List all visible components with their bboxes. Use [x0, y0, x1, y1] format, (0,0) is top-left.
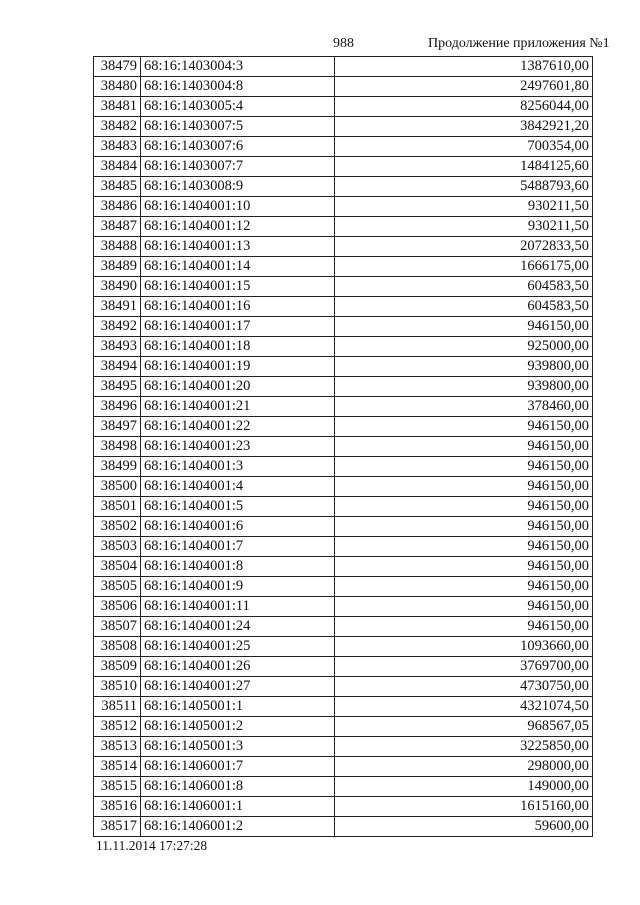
row-number-cell: 38505 [94, 577, 141, 597]
cadastral-number-cell: 68:16:1403008:9 [141, 177, 335, 197]
cadastral-value-cell: 604583,50 [335, 297, 593, 317]
cadastral-value-cell: 925000,00 [335, 337, 593, 357]
cadastral-value-cell: 946150,00 [335, 437, 593, 457]
table-row [94, 297, 593, 317]
cadastral-value-cell: 930211,50 [335, 197, 593, 217]
cadastral-number-cell: 68:16:1404001:20 [141, 377, 335, 397]
row-number-cell: 38488 [94, 237, 141, 257]
table-row [94, 757, 593, 777]
row-number-cell: 38517 [94, 817, 141, 837]
table-row [94, 57, 593, 77]
cadastral-number-cell: 68:16:1404001:21 [141, 397, 335, 417]
table-row [94, 157, 593, 177]
cadastral-value-cell: 2497601,80 [335, 77, 593, 97]
cadastral-value-cell: 946150,00 [335, 517, 593, 537]
table-row [94, 477, 593, 497]
table-row [94, 277, 593, 297]
table-row [94, 557, 593, 577]
row-number-cell: 38499 [94, 457, 141, 477]
cadastral-value-cell: 946150,00 [335, 317, 593, 337]
cadastral-value-cell: 1093660,00 [335, 637, 593, 657]
row-number-cell: 38506 [94, 597, 141, 617]
table-row [94, 197, 593, 217]
row-number-cell: 38515 [94, 777, 141, 797]
table-row [94, 217, 593, 237]
table-row [94, 697, 593, 717]
cadastral-value-cell: 946150,00 [335, 497, 593, 517]
table-row [94, 437, 593, 457]
cadastral-value-cell: 946150,00 [335, 417, 593, 437]
cadastral-value-cell: 1666175,00 [335, 257, 593, 277]
row-number-cell: 38491 [94, 297, 141, 317]
table-row [94, 597, 593, 617]
cadastral-value-cell: 4730750,00 [335, 677, 593, 697]
table-row [94, 237, 593, 257]
table-row [94, 777, 593, 797]
cadastral-number-cell: 68:16:1403007:6 [141, 137, 335, 157]
row-number-cell: 38486 [94, 197, 141, 217]
cadastral-value-cell: 946150,00 [335, 597, 593, 617]
cadastral-number-cell: 68:16:1404001:15 [141, 277, 335, 297]
row-number-cell: 38487 [94, 217, 141, 237]
cadastral-number-cell: 68:16:1404001:24 [141, 617, 335, 637]
cadastral-number-cell: 68:16:1403005:4 [141, 97, 335, 117]
cadastral-number-cell: 68:16:1404001:9 [141, 577, 335, 597]
row-number-cell: 38485 [94, 177, 141, 197]
row-number-cell: 38498 [94, 437, 141, 457]
table-row [94, 117, 593, 137]
row-number-cell: 38513 [94, 737, 141, 757]
cadastral-value-cell: 1387610,00 [335, 57, 593, 77]
table-row [94, 497, 593, 517]
cadastral-value-cell: 946150,00 [335, 477, 593, 497]
cadastral-value-cell: 149000,00 [335, 777, 593, 797]
cadastral-number-cell: 68:16:1404001:14 [141, 257, 335, 277]
cadastral-value-cell: 3769700,00 [335, 657, 593, 677]
row-number-cell: 38495 [94, 377, 141, 397]
cadastral-value-cell: 930211,50 [335, 217, 593, 237]
table-row [94, 77, 593, 97]
cadastral-value-cell: 700354,00 [335, 137, 593, 157]
cadastral-value-cell: 5488793,60 [335, 177, 593, 197]
footer-timestamp: 11.11.2014 17:27:28 [96, 838, 208, 853]
row-number-cell: 38509 [94, 657, 141, 677]
cadastral-number-cell: 68:16:1404001:25 [141, 637, 335, 657]
cadastral-number-cell: 68:16:1404001:26 [141, 657, 335, 677]
cadastral-number-cell: 68:16:1404001:10 [141, 197, 335, 217]
row-number-cell: 38510 [94, 677, 141, 697]
cadastral-value-cell: 946150,00 [335, 557, 593, 577]
table-row [94, 817, 593, 837]
cadastral-number-cell: 68:16:1406001:7 [141, 757, 335, 777]
cadastral-number-cell: 68:16:1406001:1 [141, 797, 335, 817]
cadastral-number-cell: 68:16:1404001:6 [141, 517, 335, 537]
table-row [94, 617, 593, 637]
row-number-cell: 38497 [94, 417, 141, 437]
cadastral-number-cell: 68:16:1404001:5 [141, 497, 335, 517]
page-number: 988 [333, 36, 354, 51]
cadastral-number-cell: 68:16:1405001:3 [141, 737, 335, 757]
row-number-cell: 38483 [94, 137, 141, 157]
row-number-cell: 38493 [94, 337, 141, 357]
cadastral-value-cell: 59600,00 [335, 817, 593, 837]
cadastral-value-cell: 968567,05 [335, 717, 593, 737]
cadastral-value-cell: 946150,00 [335, 537, 593, 557]
cadastral-value-cell: 1615160,00 [335, 797, 593, 817]
cadastral-number-cell: 68:16:1404001:18 [141, 337, 335, 357]
cadastral-number-cell: 68:16:1404001:11 [141, 597, 335, 617]
cadastral-value-cell: 4321074,50 [335, 697, 593, 717]
cadastral-number-cell: 68:16:1403004:3 [141, 57, 335, 77]
cadastral-number-cell: 68:16:1404001:22 [141, 417, 335, 437]
row-number-cell: 38504 [94, 557, 141, 577]
cadastral-value-cell: 2072833,50 [335, 237, 593, 257]
cadastral-number-cell: 68:16:1404001:8 [141, 557, 335, 577]
table-row [94, 737, 593, 757]
table-row [94, 637, 593, 657]
cadastral-number-cell: 68:16:1404001:3 [141, 457, 335, 477]
table-row [94, 137, 593, 157]
cadastral-value-cell: 946150,00 [335, 617, 593, 637]
row-number-cell: 38508 [94, 637, 141, 657]
row-number-cell: 38496 [94, 397, 141, 417]
cadastral-number-cell: 68:16:1404001:17 [141, 317, 335, 337]
row-number-cell: 38490 [94, 277, 141, 297]
row-number-cell: 38494 [94, 357, 141, 377]
table-row [94, 337, 593, 357]
table-row [94, 97, 593, 117]
cadastral-number-cell: 68:16:1404001:7 [141, 537, 335, 557]
row-number-cell: 38501 [94, 497, 141, 517]
cadastral-value-cell: 939800,00 [335, 357, 593, 377]
table-row [94, 397, 593, 417]
table-row [94, 577, 593, 597]
row-number-cell: 38514 [94, 757, 141, 777]
row-number-cell: 38507 [94, 617, 141, 637]
cadastral-number-cell: 68:16:1404001:19 [141, 357, 335, 377]
table-row [94, 357, 593, 377]
table-row [94, 797, 593, 817]
cadastral-value-cell: 604583,50 [335, 277, 593, 297]
table-row [94, 257, 593, 277]
table-row [94, 537, 593, 557]
row-number-cell: 38511 [94, 697, 141, 717]
cadastral-value-cell: 378460,00 [335, 397, 593, 417]
row-number-cell: 38479 [94, 57, 141, 77]
cadastral-value-cell: 1484125,60 [335, 157, 593, 177]
row-number-cell: 38500 [94, 477, 141, 497]
cadastral-value-cell: 946150,00 [335, 457, 593, 477]
table-row [94, 177, 593, 197]
cadastral-number-cell: 68:16:1404001:13 [141, 237, 335, 257]
cadastral-number-cell: 68:16:1406001:2 [141, 817, 335, 837]
cadastral-number-cell: 68:16:1406001:8 [141, 777, 335, 797]
table-row [94, 657, 593, 677]
cadastral-number-cell: 68:16:1404001:16 [141, 297, 335, 317]
cadastral-value-cell: 939800,00 [335, 377, 593, 397]
cadastral-value-table [93, 56, 593, 837]
table-row [94, 717, 593, 737]
table-row [94, 377, 593, 397]
cadastral-value-cell: 298000,00 [335, 757, 593, 777]
row-number-cell: 38480 [94, 77, 141, 97]
table-row [94, 677, 593, 697]
row-number-cell: 38481 [94, 97, 141, 117]
appendix-title: Продолжение приложения №1 [428, 36, 610, 51]
cadastral-value-cell: 946150,00 [335, 577, 593, 597]
row-number-cell: 38482 [94, 117, 141, 137]
cadastral-number-cell: 68:16:1405001:1 [141, 697, 335, 717]
cadastral-value-cell: 3225850,00 [335, 737, 593, 757]
row-number-cell: 38492 [94, 317, 141, 337]
table-row [94, 517, 593, 537]
row-number-cell: 38502 [94, 517, 141, 537]
cadastral-number-cell: 68:16:1405001:2 [141, 717, 335, 737]
cadastral-value-cell: 8256044,00 [335, 97, 593, 117]
cadastral-number-cell: 68:16:1404001:12 [141, 217, 335, 237]
row-number-cell: 38503 [94, 537, 141, 557]
row-number-cell: 38489 [94, 257, 141, 277]
cadastral-number-cell: 68:16:1403007:7 [141, 157, 335, 177]
table-body [94, 57, 593, 837]
cadastral-number-cell: 68:16:1403007:5 [141, 117, 335, 137]
cadastral-value-cell: 3842921,20 [335, 117, 593, 137]
table-row [94, 457, 593, 477]
table-row [94, 317, 593, 337]
cadastral-number-cell: 68:16:1403004:8 [141, 77, 335, 97]
row-number-cell: 38516 [94, 797, 141, 817]
row-number-cell: 38484 [94, 157, 141, 177]
cadastral-number-cell: 68:16:1404001:23 [141, 437, 335, 457]
table-row [94, 417, 593, 437]
row-number-cell: 38512 [94, 717, 141, 737]
cadastral-number-cell: 68:16:1404001:4 [141, 477, 335, 497]
cadastral-number-cell: 68:16:1404001:27 [141, 677, 335, 697]
